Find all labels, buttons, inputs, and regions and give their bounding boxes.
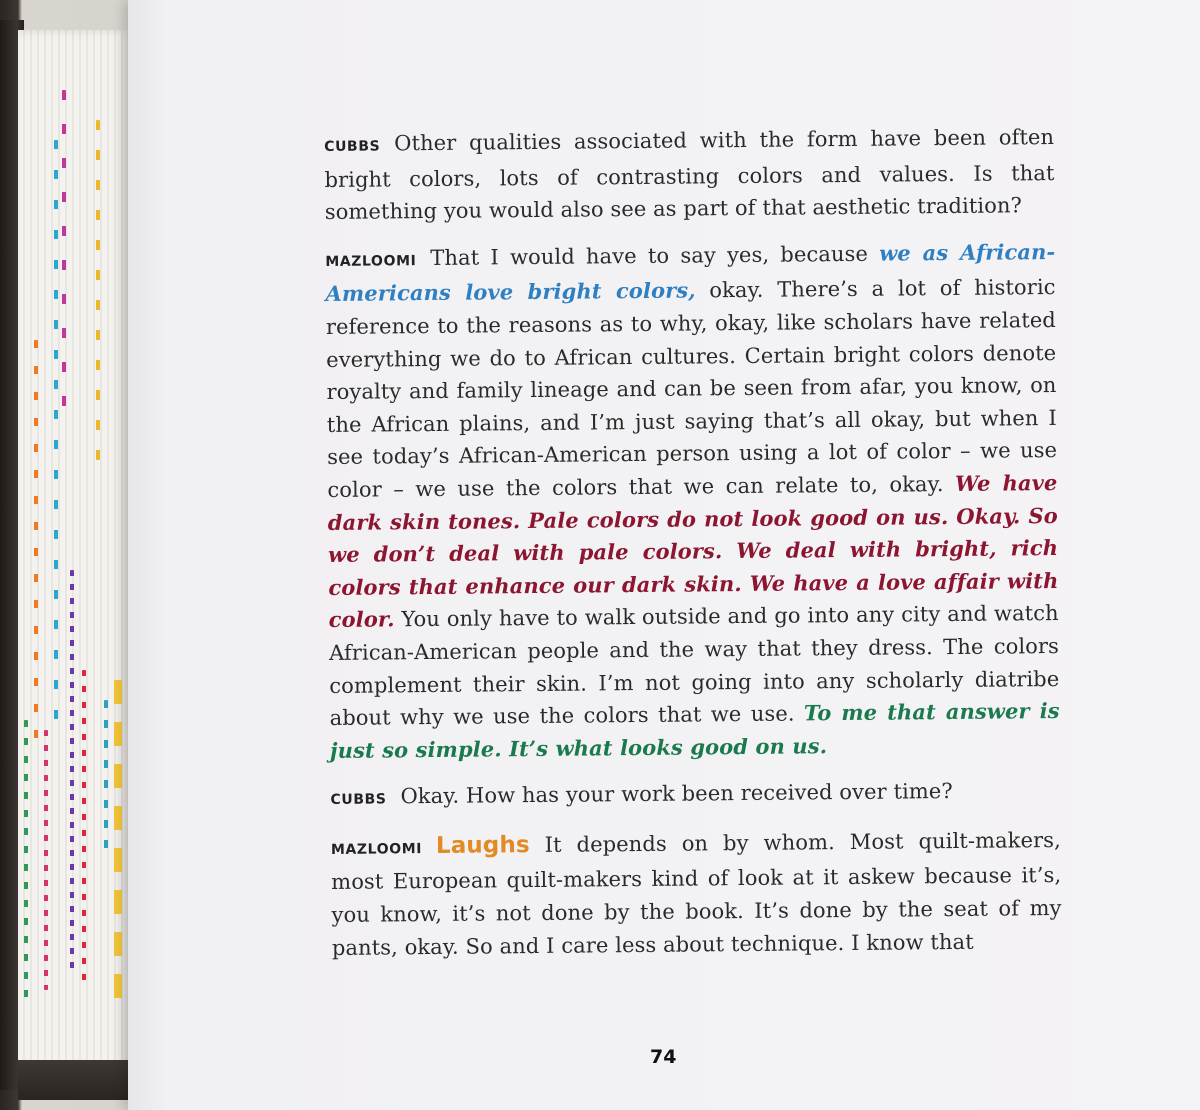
edge-stitch-orange (34, 340, 38, 740)
edge-stitch-green (24, 720, 28, 1000)
speaker-label: CUBBS (330, 791, 387, 809)
page-number: 74 (650, 1046, 677, 1068)
body-text: That I would have to say yes, because (430, 241, 880, 270)
edge-stitch-purple (70, 570, 74, 970)
laughs-annotation: Laughs (435, 831, 530, 859)
highlight-red: We have dark skin tones. Pale colors do not look good on us. Okay. So we don’t deal with pale colors. We deal with bright, rich colors that enhance our dark skin. We have a love affair with color. (327, 469, 1059, 633)
body-text: It depends on by whom. Most quilt-makers, most European quilt-makers kind of look at it askew because it’s, you know, it’s not done by the book. It’s done by the seat of my pants, okay. So and I care less about technique. I know that (331, 827, 1062, 960)
edge-stitch-gold (114, 680, 122, 1000)
paragraph-mazloomi-2 (331, 824, 1062, 964)
body-text: okay. There’s a lot of historic reference to the reasons as to why, okay, like scholars have related everything we do to African cultures. Certain bright colors denote royalty and family lineage and can be seen from afar, you know, on the African plains, and I’m just saying that’s all okay, but when I see today’s African-American person using a lot of color – we use color – we use the colors that we can relate to, okay. (325, 275, 1058, 502)
edge-stitch-red (82, 670, 86, 990)
edge-stitch-teal (104, 700, 108, 850)
highlight-blue: we as African-Americans love bright colors, (325, 238, 1056, 307)
paragraph-mazloomi-1 (325, 236, 1060, 767)
edge-stitch-pink (44, 730, 48, 990)
speaker-label: CUBBS (324, 138, 381, 155)
edge-stitch-yellow (96, 120, 100, 460)
edge-stitch-cyan (54, 140, 58, 720)
paragraph-cubbs-1 (324, 121, 1055, 229)
speaker-label: MAZLOOMI (330, 840, 423, 858)
speaker-label: MAZLOOMI (325, 252, 417, 270)
body-text: Other qualities associated with the form have been often bright colors, lots of contrasting colors and values. Is that something you would also see as part of that aesthetic tradition? (324, 124, 1055, 225)
edge-stitch-magenta (62, 90, 66, 410)
body-text: Okay. How has your work been received over time? (400, 779, 953, 809)
book-bottom-edge (18, 1060, 138, 1100)
highlight-green: To me that answer is just so simple. It’s what looks good on us. (329, 698, 1060, 763)
body-text: You only have to walk outside and go into any city and watch African-American people and the way that they dress. The colors complement their skin. I’m not going into any scholarly diatribe about why we use the colors that we use. (328, 601, 1060, 731)
paragraph-cubbs-2 (330, 774, 1060, 817)
page-edges (18, 30, 130, 1075)
interview-text (324, 121, 1062, 978)
book-page (128, 0, 1200, 1110)
